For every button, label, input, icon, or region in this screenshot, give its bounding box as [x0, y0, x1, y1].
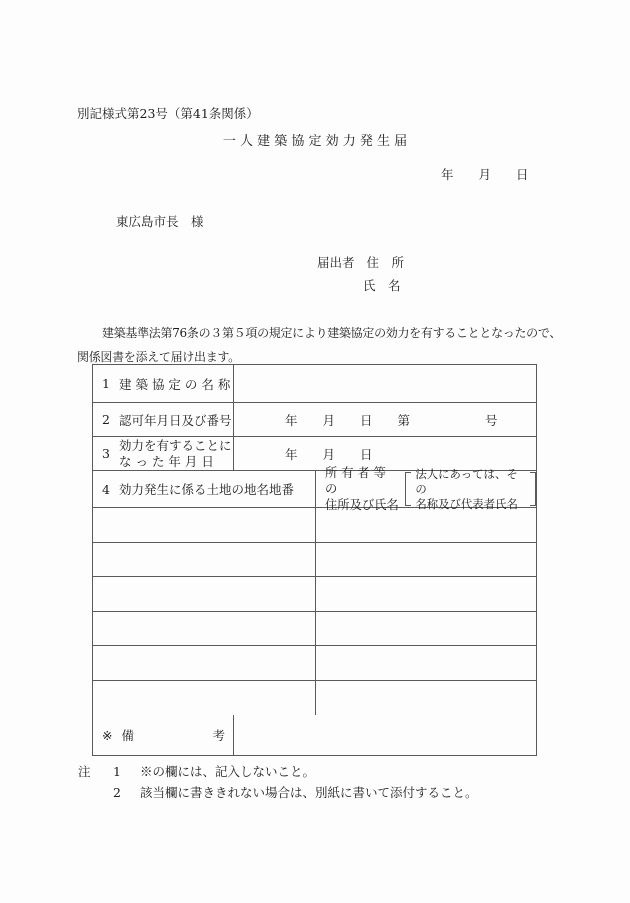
name-label: 氏 名 — [363, 278, 401, 293]
owner-note-line-2: 名称及び代表者氏名 — [415, 496, 518, 511]
approval-date-label-cell — [93, 403, 234, 436]
note-item — [78, 783, 478, 804]
owner-label-line-1: 所 有 者 等 の — [325, 466, 386, 496]
empty-row — [93, 612, 536, 647]
row-label: 建 築 協 定 の 名 称 — [119, 376, 231, 392]
owner-entry-cell — [316, 543, 536, 577]
approval-date-row — [93, 403, 536, 437]
note-text: ※の欄には、記入しないこと。 — [140, 764, 316, 779]
owner-note-group — [405, 466, 536, 511]
form-table — [92, 364, 537, 756]
row-label-line-2: な っ た 年 月 日 — [119, 453, 214, 469]
land-lot-entry-cell — [93, 646, 316, 680]
remarks-label-right: 考 — [212, 728, 225, 743]
reference-mark: ※ — [102, 727, 113, 743]
land-lot-entry-cell — [93, 543, 316, 577]
notes-prefix: 注 — [78, 764, 91, 779]
owner-entry-cell — [316, 612, 536, 646]
note-number: 1 — [113, 764, 121, 779]
land-lot-entry-cell — [93, 577, 316, 611]
remarks-value-cell — [234, 715, 536, 755]
submitter-label: 届出者 — [317, 255, 355, 270]
land-lot-entry-cell — [93, 612, 316, 646]
empty-row — [93, 646, 536, 681]
body-line-2: 関係図書を添えて届け出ます。 — [77, 349, 240, 364]
note-item — [78, 762, 478, 783]
date-line: 年 月 日 — [441, 167, 529, 182]
land-lot-entry-cell — [93, 508, 316, 542]
empty-row — [93, 508, 536, 543]
remarks-label-left: 備 — [121, 728, 134, 743]
row-number: 4 — [102, 481, 110, 497]
remarks-row — [93, 715, 536, 755]
row-label — [119, 438, 232, 469]
land-lot-row — [93, 466, 536, 512]
row-number: 3 — [102, 446, 110, 461]
address-label: 住 所 — [366, 255, 405, 270]
owner-entry-cell — [316, 646, 536, 680]
effective-date-label-cell — [93, 437, 234, 470]
row-label: 認可年月日及び番号 — [119, 412, 232, 428]
owner-entry-cell — [316, 577, 536, 611]
body-paragraph — [77, 322, 563, 369]
owner-label-line-2: 住所及び氏名 — [325, 498, 399, 512]
agreement-name-row — [93, 365, 536, 403]
row-number: 2 — [102, 412, 110, 427]
effective-date-value-cell: 年 月 日 — [285, 446, 373, 462]
land-lot-entry-cell — [93, 681, 316, 716]
note-text: 該当欄に書ききれない場合は、別紙に書いて添付すること。 — [140, 784, 478, 800]
owner-label — [325, 465, 400, 513]
owner-note — [411, 466, 530, 511]
agreement-name-value-cell — [234, 365, 536, 402]
owner-note-line-1: 法人にあっては、その — [415, 466, 518, 496]
row-label: 効力発生に係る土地の地名地番 — [119, 482, 295, 497]
row-label-line-1: 効力を有することに — [119, 438, 232, 453]
empty-row — [93, 577, 536, 612]
bracket-left-icon — [405, 472, 411, 506]
body-line-1: 建築基準法第76条の３第５項の規定により建築協定の効力を有することとなったので、 — [102, 326, 562, 340]
owner-entry-cell — [316, 508, 536, 542]
bracket-right-icon — [530, 472, 536, 506]
form-number: 別記様式第23号（第41条関係） — [77, 106, 259, 121]
addressee: 東広島市長 様 — [116, 214, 204, 229]
notes — [78, 762, 478, 803]
form-title: 一 人 建 築 協 定 効 力 発 生 届 — [222, 134, 408, 149]
empty-rows-section — [93, 508, 536, 715]
row-number: 1 — [102, 376, 110, 391]
submitter-address-line — [317, 253, 404, 271]
owner-entry-cell — [316, 681, 536, 716]
approval-date-value-cell: 年 月 日 第 号 — [285, 412, 498, 428]
notes-prefix-spacer — [78, 783, 113, 804]
remarks-label-cell — [93, 715, 234, 755]
empty-row — [93, 681, 536, 716]
owner-header-cell — [316, 466, 536, 512]
empty-row — [93, 543, 536, 578]
agreement-name-label-cell — [93, 365, 234, 402]
land-lot-label-cell — [93, 471, 316, 507]
note-number: 2 — [113, 784, 121, 800]
